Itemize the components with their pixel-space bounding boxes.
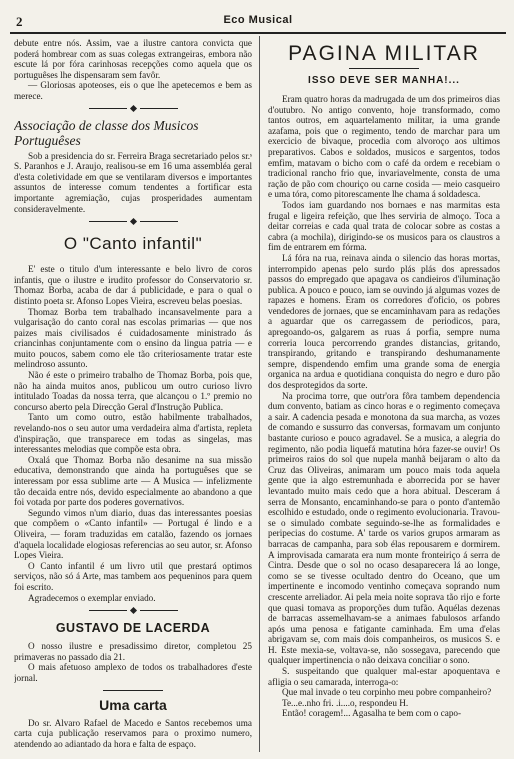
canto-paragraph: Oxalá que Thomaz Borba não desanime na sua missão educativa, demonstrando que ainda ha portuguêses que se interessam por essa sublime arte — A Musica — infelizmente tão decaida entre nós, devido especialmente ao abandono a que foi votada por parte dos poderes governativos. (14, 454, 252, 508)
canto-paragraph: Não é este o primeiro trabalho de Thomaz Borba, pois que, não ha ainda muitos anos, publicou um outro curioso livro intitulado Toadas da nossa terra, que alcançou o 1.º premio no concurso aberto pela Direcção Geral d'Instrução Publica. (14, 370, 252, 412)
canto-paragraph: Agradecemos o exemplar enviado. (28, 592, 156, 603)
article-paragraph: Eram quatro horas da madrugada de um dos primeiros dias d'outubro. No antigo convento, hoje transformado, como tantos outros, em aquartelamento militar, ia uma grande azafama, pois que o regimento, tendo de marchar para um exercicio de bivaque, procedia com alvoroço aos ultimos preparativos. Cabos e soldados, musicos e sargentos, todos emfim, matavam o bicho com o café da ordem e recebiam o tradicional rancho frio que, invariavelmente, consta de uma ração de pão com chouriço ou carne cosida — meio casqueiro e uma tóra, como pitorescamente lhe chama á soldadesca. (268, 94, 500, 200)
article-paragraph: Na procima torre, que outr'ora fôra tambem dependencia dum convento, batiam as cinco horas e o regimento começava a sair. A cadencia pesada e monotona da sua marcha, as vozes de comando e sussurro das conversas, formavam um conjunto bastante curioso e pouco agradavel. Se a musica, a alegria do regimento, não podia liquefá matutina hóra fazer-se ouvir! Os primeiros raios do sol que nupela manhã beijaram o alto da Cruz das Oliveiras, animaram um pouco mais toda aquela gente que ia algo estremunhada e aborrecida por se haver levantado muito mais cedo que a hora abitual. Desceram á serra de Monsanto, encaminhando-se para o ponto d'antemão escolhido e estudado, onde o regimento evolucionaria. Travou-se o simulado combate seguindo-se-lhe as formalidades e peripecias do costume. A' tarde os varios grupos armaram as barracas de campanha, para sob élas repousarem e dormirem. A improvisada camarata era num monte fronteiriço á serra de Cintra. Desde que o sol no ocaso desaparecera lá ao longe, como se se tivesse ocultado dentro do Oceano, que um impertinente e incomodo ventinho começava soprando num crescente arreliador. Ai pela meia noite soprava tão rijo e forte que quasi tomava as proporções dum tufão. Aquélas dezenas de barracas assemelhavam-se a animaes fabulosos arfando após uma penosa e fatigante caminhada. Em uma d'elas abrigavam se, com mais dois companheiros, os musicos S. e H. Este mexia-se, voltava-se, não sossegava, parecendo que qualquer impertinencia o não deixava conciliar o sono. (268, 390, 500, 666)
article-title: ISSO DEVE SER MANHA!... (308, 75, 460, 86)
assoc-heading: Associação de classe dos Musicos Portuguêses (14, 117, 199, 148)
article-paragraph: Então! coragem!... Agasalha te bem com o capo- (282, 708, 462, 719)
ornament-divider (14, 607, 252, 613)
gustavo-heading: GUSTAVO DE LACERDA (55, 621, 211, 636)
right-column (268, 38, 500, 750)
uma-carta-heading: Uma carta (99, 696, 167, 713)
article-paragraph: Te...e..nho fri. .i....o, respondeu H. (282, 697, 409, 708)
ornament-divider (14, 218, 252, 224)
ornament-divider (14, 106, 252, 112)
article-paragraph: S. suspeitando que qualquer mal-estar apoquentava e afligia o seu camarada, interroga-o: (268, 666, 500, 687)
canto-heading: O "Canto infantil" (63, 234, 203, 254)
short-rule (103, 690, 163, 691)
assoc-body: Sob a presidencia do sr. Ferreira Braga secretariado pelos sr.ˢ S. Paranhos e J. Araujo, realisou-se em 16 uma assembléa geral d'esta coletividade em que se ventilaram diversos e importantes assuntos de interesse comum tendentes a fortificar esta importante agremiação, cujas prosperidades aumentam consideravelmente. (14, 150, 252, 214)
column-divider (259, 36, 260, 752)
uma-carta-paragraph: Do sr. Alvaro Rafael de Macedo e Santos recebemos uma carta cuja publicação reservamos para o proximo numero, atendendo ao adiantado da hora e falta de espaço. (14, 717, 252, 749)
left-column (14, 38, 252, 750)
article-paragraph: Lá fóra na rua, reinava ainda o silencio das horas mortas, interrompido apenas pelo surdo plás plás dos apressados passos do empregado que apagava os candieiros d'iluminação publica. A pouco e pouco, iam se ouvindo já algumas vozes de rapazes e homens. Eram os corredores d'oficio, os pobres vendedores de jornaes, que se encaminhavam para as redações a aguardar que os carregassem de periodicos, para, apregoando-os, galgarem as ruas á porfia, sempre numa correria louca percorrendo grandes distancias, gritando, transpirando, gritando e transpirando deshumanamente sempre, dispendendo emfim uma grande soma de energia organica na ardua e quotidiana conquista do negro e duro pão dos desprotegidos da sorte. (268, 252, 500, 391)
page-header (10, 14, 506, 30)
header-rule (10, 32, 506, 34)
gustavo-paragraph: O nosso ilustre e presadissimo diretor, completou 25 primaveras no passado dia 21. (14, 641, 252, 662)
article-paragraph: Todos iam guardando nos bornaes e nas marmitas esta frugal e ligeira refeição, que lhes serviria de almoço. Toca a deitar correias e cada qual trata de colocar sobre as costas a cabra (a mochila), dirigindo-se os musicos para os claustros a fim de entrarem em fórma. (268, 199, 500, 253)
article-paragraph: Que mal invade o teu corpinho meu pobre companheiro? (282, 687, 492, 698)
intro-tail: — Gloriosas apoteoses, eis o que lhe apetecemos e bem as merece. (14, 80, 252, 101)
canto-paragraph: Segundo vimos n'um diario, duas das interessantes poesias que compõem o «Canto infantil» — Portugal é lindo e a Oliveira, — foram traduzidas em catalão, fazendo os jornaes d'aquela localidade elogiosas referencias ao seu autor, sr. Afonso Lopes Vieira. (14, 507, 252, 561)
intro-paragraph: debute entre nós. Assim, vae a ilustre cantora convicta que poderá hombrear com as suas colegas extrangeiras, embora não escute lá por fóra carinhosas recepções como aquela que os portuguêses lhe dispensaram sem favôr. (14, 38, 252, 80)
running-title: Eco Musical (223, 14, 293, 26)
canto-paragraph: E' este o titulo d'um interessante e belo livro de coros infantis, que o ilustre e irudito professor do Conservatorio sr. Thomaz Borba, acaba de dar á publicidade, e para o qual o distinto poeta sr. Afonso Lopes Vieira, escreveu belas poesias. (14, 264, 252, 306)
canto-paragraph: O Canto infantil é um livro util que prestará optimos serviços, não só á Arte, mas tambem aos pequeninos para quem foi escrito. (14, 560, 252, 592)
gustavo-paragraph: O mais afetuoso amplexo de todos os trabalhadores d'este jornal. (14, 662, 252, 683)
section-rule (349, 68, 419, 69)
canto-paragraph: Tanto um como outro, estão habilmente trabalhados, revelando-nos o seu autor uma verdadeira alma d'artista, repleta d'inspiração, que transparece em todas as singelas, mas interessantes melodias que compõe esta obra. (14, 412, 252, 455)
page-number: 2 (16, 14, 23, 29)
section-title: PAGINA MILITAR (288, 42, 480, 65)
canto-paragraph: Thomaz Borba tem trabalhado incansavelmente para a vulgarisação do canto coral nas escolas primarias — que nos paizes mais civilisados é cuidadosamente ministrado ás criancinhas conjuntamente com o ensino da lingua patria — e muito poucos, sabem como ele tão criteriosamente tratar este melindroso assunto. (14, 306, 252, 370)
